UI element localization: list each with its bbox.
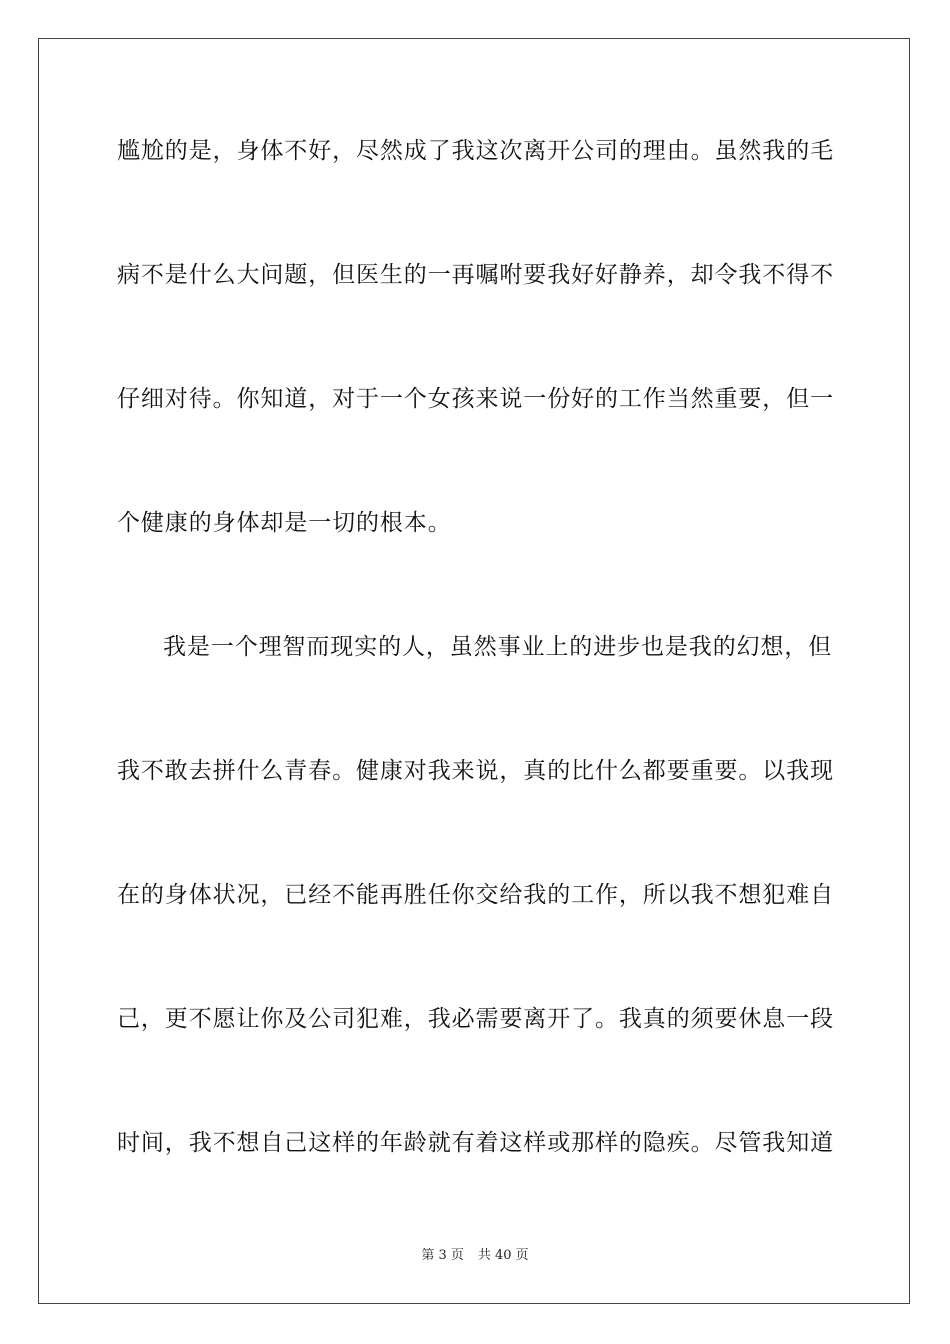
- page-footer: [0, 1248, 950, 1264]
- paragraph-line: 我是一个理智而现实的人，虽然事业上的进步也是我的幻想，但: [163, 634, 833, 660]
- paragraph-line: 病不是什么大问题，但医生的一再嘱咐要我好好静养，却令我不得不: [117, 262, 834, 288]
- paragraph-line: 尴尬的是，身体不好，尽然成了我这次离开公司的理由。虽然我的毛: [117, 138, 834, 164]
- paragraph-line: 我不敢去拼什么青春。健康对我来说，真的比什么都要重要。以我现: [117, 758, 834, 784]
- paragraph-line: 在的身体状况，已经不能再胜任你交给我的工作，所以我不想犯难自: [117, 882, 834, 908]
- total-pages: 共 40 页: [477, 1248, 529, 1263]
- paragraph-line: 仔细对待。你知道，对于一个女孩来说一份好的工作当然重要，但一: [117, 386, 834, 412]
- page-number: 第 3 页: [421, 1248, 464, 1263]
- paragraph-line: 己，更不愿让你及公司犯难，我必需要离开了。我真的须要休息一段: [117, 1006, 834, 1032]
- page-border: [38, 38, 910, 1304]
- paragraph-line: 时间，我不想自己这样的年龄就有着这样或那样的隐疾。尽管我知道: [117, 1130, 834, 1156]
- paragraph-line: 个健康的身体却是一切的根本。: [117, 510, 452, 536]
